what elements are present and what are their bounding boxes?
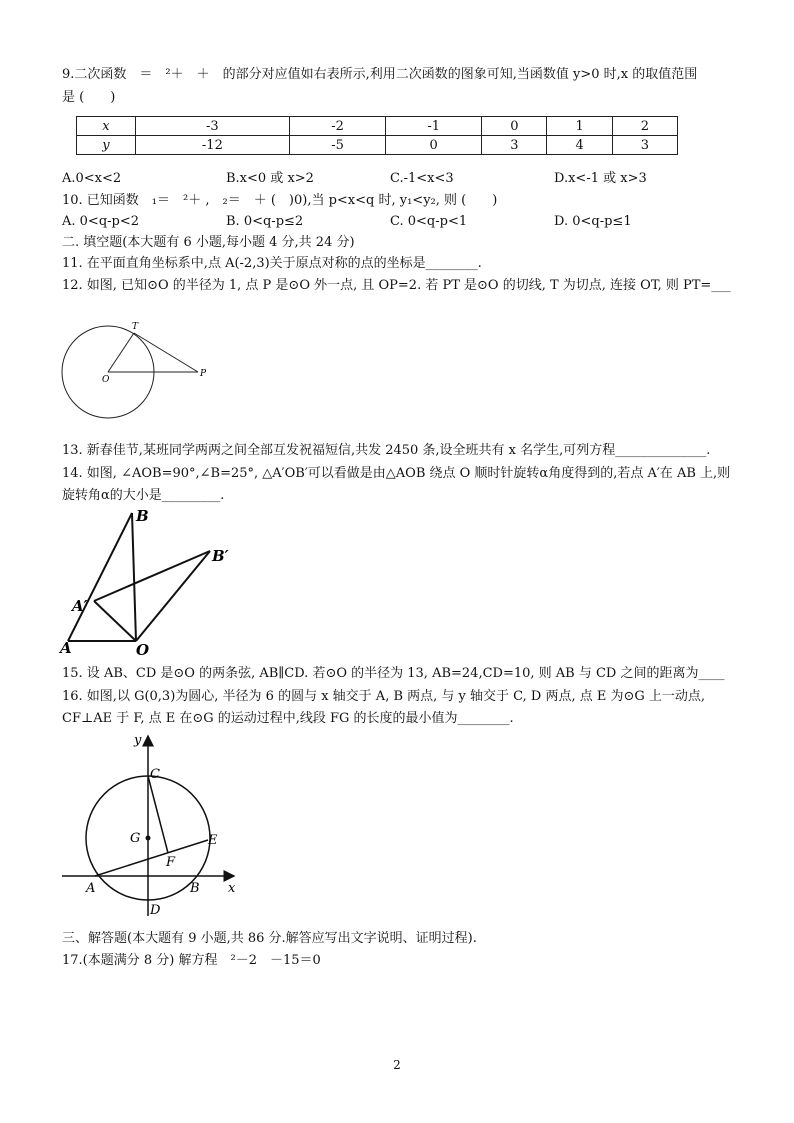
q10-option-a: A. 0<q-p<2 <box>62 214 140 229</box>
q9-option-d: D.x<-1 或 x>3 <box>554 171 647 186</box>
table-row <box>77 136 678 155</box>
label-o: O <box>136 641 150 657</box>
label-x: x <box>228 881 236 896</box>
q14-stem: 14. 如图, ∠AOB=90°,∠B=25°, △A′OB′可以看做是由△AOB 绕点 O 顺时针旋转α角度得到的,若点 A′在 AB 上,则 <box>62 466 731 481</box>
label-b-prime: B′ <box>212 547 229 565</box>
segment-ot <box>108 333 134 372</box>
label-a: A <box>86 881 96 896</box>
q10-option-b: B. 0<q-p≤2 <box>226 214 304 229</box>
point-g <box>146 836 151 841</box>
segment-ae <box>95 840 208 876</box>
table-cell: x <box>77 117 136 136</box>
label-e: E <box>208 833 218 848</box>
table-cell: 1 <box>547 117 612 136</box>
label-p: P <box>200 369 207 379</box>
circle-axes-figure <box>58 730 248 920</box>
label-t: T <box>132 322 139 332</box>
table-cell: -5 <box>289 136 385 155</box>
q11-stem: 11. 在平面直角坐标系中,点 A(-2,3)关于原点对称的点的坐标是________. <box>62 256 482 271</box>
label-a-prime: A′ <box>72 597 88 615</box>
label-c: C <box>150 767 160 782</box>
section-heading: 三、解答题(本大题有 9 小题,共 86 分.解答应写出文字说明、证明过程). <box>62 931 477 946</box>
q10-option-c: C. 0<q-p<1 <box>390 214 468 229</box>
q13-stem: 13. 新春佳节,某班同学两两之间全部互发祝福短信,共发 2450 条,设全班共有 x 名学生,可列方程______________. <box>62 443 711 458</box>
label-o: O <box>102 375 110 385</box>
table-cell: -2 <box>289 117 385 136</box>
q10-stem: 10. 已知函数 ₁＝ ²＋ , ₂＝ ＋ ( )0),当 p<x<q 时, y₁<y₂, 则 ( ) <box>62 193 498 208</box>
table-cell: 3 <box>612 136 677 155</box>
q17-stem: 17.(本题满分 8 分) 解方程 ²－2 －15＝0 <box>62 953 321 968</box>
q10-option-d: D. 0<q-p≤1 <box>554 214 632 229</box>
q9-stem: 9.二次函数 ＝ ²＋ ＋ 的部分对应值如右表所示,利用二次函数的图象可知,当函数值 y>0 时,x 的取值范围 <box>62 67 698 82</box>
label-g: G <box>130 831 141 846</box>
table-cell: 0 <box>386 136 482 155</box>
page-number: 2 <box>393 1058 401 1072</box>
q16-stem: 16. 如图,以 G(0,3)为圆心, 半径为 6 的圆与 x 轴交于 A, B 两点, 与 y 轴交于 C, D 两点, 点 E 为⊙G 上一动点, <box>62 689 706 704</box>
table-row <box>77 117 678 136</box>
q16-stem-cont: CF⊥AE 于 F, 点 E 在⊙G 的运动过程中,线段 FG 的长度的最小值为________. <box>62 711 514 726</box>
q12-stem: 12. 如图, 已知⊙O 的半径为 1, 点 P 是⊙O 外一点, 且 OP=2. 若 PT 是⊙O 的切线, T 为切点, 连接 OT, 则 PT=___ <box>62 278 731 293</box>
table-cell: -1 <box>386 117 482 136</box>
table-cell: y <box>77 136 136 155</box>
segment-oa-prime <box>94 601 136 641</box>
table-cell: 3 <box>482 136 547 155</box>
segment-a-prime-b-prime <box>94 551 210 601</box>
label-a: A <box>60 639 72 657</box>
value-table <box>76 116 678 155</box>
table-cell: -12 <box>135 136 289 155</box>
label-f: F <box>166 855 176 870</box>
table-cell: 4 <box>547 136 612 155</box>
table-cell: 0 <box>482 117 547 136</box>
rotation-figure <box>56 505 246 657</box>
segment-pt <box>134 333 198 372</box>
segment-ab <box>68 513 132 641</box>
q9-option-b: B.x<0 或 x>2 <box>226 171 314 186</box>
label-d: D <box>150 903 161 918</box>
label-y: y <box>134 733 142 748</box>
q9-option-c: C.-1<x<3 <box>390 171 454 186</box>
segment-ob-prime <box>136 551 210 641</box>
q14-stem-cont: 旋转角α的大小是_________. <box>62 488 225 503</box>
segment-cf <box>148 776 168 853</box>
q9-option-a: A.0<x<2 <box>62 171 122 186</box>
segment-bo <box>132 513 136 641</box>
tangent-figure <box>56 316 216 424</box>
label-b: B <box>190 881 200 896</box>
table-cell: -3 <box>135 117 289 136</box>
q15-stem: 15. 设 AB、CD 是⊙O 的两条弦, AB∥CD. 若⊙O 的半径为 13, AB=24,CD=10, 则 AB 与 CD 之间的距离为____ <box>62 666 725 681</box>
q9-stem-cont: 是 ( ) <box>62 90 116 105</box>
label-b: B <box>136 507 149 525</box>
table-cell: 2 <box>612 117 677 136</box>
section-heading: 二. 填空题(本大题有 6 小题,每小题 4 分,共 24 分) <box>62 235 355 250</box>
